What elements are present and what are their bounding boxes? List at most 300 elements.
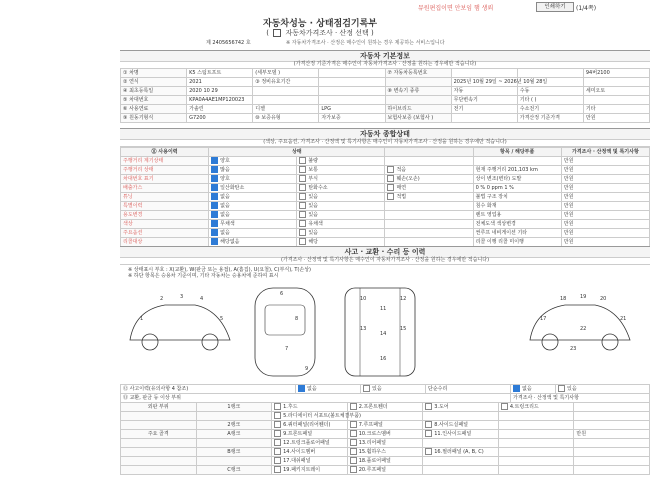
status-checkbox[interactable] <box>299 220 306 227</box>
basic-cell: ③ 정비유효기간 <box>253 78 319 87</box>
parts-cell <box>423 457 499 466</box>
basic-cell: 94버2100 <box>583 69 649 78</box>
parts-cell <box>121 466 197 475</box>
basic-cell: ⑧ 변속기 종류 <box>385 87 451 96</box>
status-checkbox[interactable] <box>211 238 218 245</box>
parts-checkbox[interactable] <box>350 439 357 446</box>
status-cell-text: 해당 <box>308 239 318 245</box>
parts-row <box>121 457 650 466</box>
parts-cell <box>347 448 423 457</box>
parts-cell <box>121 412 197 421</box>
basic-row <box>121 105 650 114</box>
parts-cell <box>423 439 499 448</box>
status-cell-text: 현재 주행거리 201,103 km <box>475 166 538 173</box>
status-cell <box>473 220 561 229</box>
status-cell <box>209 229 297 238</box>
status-header-cell: 상태 <box>209 148 385 157</box>
status-row <box>121 220 650 229</box>
parts-cell <box>423 448 499 457</box>
status-cell <box>473 211 561 220</box>
status-row <box>121 184 650 193</box>
parts-cell <box>574 412 650 421</box>
diagram-part-number: 14 <box>380 331 387 337</box>
status-checkbox[interactable] <box>211 166 218 173</box>
parts-checkbox[interactable] <box>350 448 357 455</box>
status-cell-text: 침수 화재 <box>475 202 497 209</box>
status-cell <box>297 166 385 175</box>
status-checkbox[interactable] <box>211 157 218 164</box>
parts-cell <box>196 412 272 421</box>
status-cell <box>121 229 209 238</box>
status-cell-text: 유채색 <box>308 221 323 227</box>
status-cell-text: 만원 <box>563 193 574 200</box>
parts-cell <box>121 403 197 412</box>
diagram-part-number: 1 <box>140 316 144 322</box>
basic-cell: 기타 ( ) <box>517 96 583 105</box>
parts-checkbox[interactable] <box>274 430 281 437</box>
status-checkbox[interactable] <box>299 184 306 191</box>
status-cell-text: 무채색 <box>220 221 235 227</box>
status-cell-text: 해당없음 <box>220 239 240 245</box>
parts-cell <box>196 430 272 439</box>
diagram-part-number: 23 <box>570 346 577 352</box>
parts-cell-text: 4.트렁크리드 <box>509 404 539 410</box>
status-checkbox[interactable] <box>211 202 218 209</box>
basic-cell: 2020 10 29 <box>187 87 253 96</box>
accident-none-checkbox[interactable] <box>298 385 305 392</box>
status-cell-text: 튜닝 <box>123 193 133 200</box>
status-cell <box>297 184 385 193</box>
basic-cell: 2021 <box>187 78 253 87</box>
status-cell <box>385 229 473 238</box>
parts-cell <box>196 448 272 457</box>
parts-cell <box>347 466 423 475</box>
status-cell <box>561 211 649 220</box>
parts-cell <box>498 466 574 475</box>
basic-cell: 보험사보증 (보험사 ) <box>385 114 451 123</box>
car-side-left <box>130 305 230 350</box>
basic-cell: KPA0A4AE1MP120023 <box>187 96 253 105</box>
status-checkbox[interactable] <box>211 211 218 218</box>
parts-cell <box>423 403 499 412</box>
status-cell-text: 양호 <box>220 176 230 182</box>
status-cell-text: 없음 <box>220 212 230 218</box>
status-cell <box>209 175 297 184</box>
simple-repair-label: 단순수리 <box>426 385 511 394</box>
parts-cell <box>347 457 423 466</box>
parts-row <box>121 466 650 475</box>
parts-header: ⑬ 교환, 판금 등 이상 부위 <box>121 394 511 403</box>
accident-yes-checkbox[interactable] <box>363 385 370 392</box>
basic-row <box>121 78 650 87</box>
parts-cell-text: 11.인사이드패널 <box>434 431 472 437</box>
basic-cell <box>319 78 385 87</box>
parts-cell <box>574 403 650 412</box>
status-cell-text: 적법 <box>396 194 407 200</box>
diagram-part-number: 18 <box>560 296 567 302</box>
basic-cell <box>385 78 451 87</box>
basic-cell: ⑩ 보증유형 <box>253 114 319 123</box>
parts-cell <box>498 439 574 448</box>
page-indicator: (1/4쪽) <box>576 5 597 12</box>
status-header-cell <box>385 148 473 157</box>
parts-cell-text: C랭크 <box>227 466 241 473</box>
parts-row <box>121 430 650 439</box>
status-cell <box>297 157 385 166</box>
basic-row <box>121 69 650 78</box>
parts-cell-text: 19.패키지트레이 <box>283 467 321 473</box>
parts-cell <box>423 466 499 475</box>
status-cell-text: 렌트 영업용 <box>475 211 502 218</box>
parts-row <box>121 412 650 421</box>
accident-none-label: 없음 <box>307 386 317 392</box>
status-checkbox[interactable] <box>299 166 306 173</box>
parts-cell-text: 만원 <box>576 430 587 437</box>
parts-checkbox[interactable] <box>274 421 281 428</box>
status-checkbox[interactable] <box>387 166 394 173</box>
parts-cell <box>196 403 272 412</box>
basic-cell: 기타 <box>583 105 649 114</box>
status-cell <box>561 175 649 184</box>
parts-cell <box>347 430 423 439</box>
basic-cell: 자가보증 <box>319 114 385 123</box>
parts-checkbox[interactable] <box>350 403 357 410</box>
basic-cell <box>451 69 517 78</box>
status-cell <box>561 184 649 193</box>
price-note: 가격조사 · 산정액 및 특기사항 <box>511 394 650 403</box>
status-checkbox[interactable] <box>211 184 218 191</box>
status-title: 자동차 종합상태 <box>120 128 650 140</box>
top-bar <box>0 0 640 12</box>
parts-cell <box>574 457 650 466</box>
parts-cell <box>498 448 574 457</box>
accident-yes-label: 있음 <box>372 386 382 392</box>
parts-cell-text: 16.필러패널 (A, B, C) <box>434 449 484 455</box>
diagram-part-number: 19 <box>580 294 587 300</box>
status-row <box>121 211 650 220</box>
parts-checkbox[interactable] <box>350 466 357 473</box>
parts-cell-text: 13.리어패널 <box>358 440 386 446</box>
status-cell <box>209 202 297 211</box>
subtitle-row: ( 자동차가격조사 · 산정 선택 ) <box>266 29 374 37</box>
subtitle-text: 자동차가격조사 · 산정 선택 <box>285 29 369 37</box>
accident-row <box>120 384 650 403</box>
status-cell <box>209 211 297 220</box>
parts-cell-text: 2.프론트휀더 <box>358 404 388 410</box>
basic-info-table <box>120 68 650 123</box>
status-checkbox[interactable] <box>211 220 218 227</box>
status-cell-text: 만원 <box>563 175 574 182</box>
diagram-part-number: 10 <box>360 296 367 302</box>
status-cell <box>297 193 385 202</box>
diagram-part-number: 21 <box>620 316 627 322</box>
basic-cell: 무단변속기 <box>451 96 517 105</box>
status-row <box>121 202 650 211</box>
status-cell-text: 전체도색 색상변경 <box>475 220 516 227</box>
repair-yes-checkbox[interactable] <box>558 385 565 392</box>
basic-cell <box>517 69 583 78</box>
status-cell-text: 일산화탄소 <box>220 185 245 191</box>
basic-cell: 2025년 10월 29일 ~ 2026년 10월 28일 <box>451 78 517 87</box>
status-cell-text: 양호 <box>220 158 230 164</box>
status-cell <box>561 220 649 229</box>
status-checkbox[interactable] <box>299 157 306 164</box>
status-cell-text: 있음 <box>308 212 318 218</box>
status-header-cell: 항목 / 해당부품 <box>473 148 561 157</box>
status-table <box>120 147 650 247</box>
parts-cell <box>272 430 348 439</box>
diagram-part-number: 3 <box>180 294 184 300</box>
parts-checkbox[interactable] <box>350 421 357 428</box>
status-cell-text: 없음 <box>220 203 230 209</box>
parts-cell-text: 1랭크 <box>227 403 241 410</box>
parts-cell-text: 9.프론트패널 <box>283 431 313 437</box>
status-cell-text: 상이 변조(변타) 도말 <box>475 175 522 182</box>
parts-cell <box>196 466 272 475</box>
parts-cell <box>196 421 272 430</box>
repair-none-checkbox[interactable] <box>513 385 520 392</box>
parts-cell-text: 8.사이드실패널 <box>434 422 469 428</box>
status-cell <box>121 193 209 202</box>
parts-cell-text: 7.루프패널 <box>358 422 383 428</box>
status-cell <box>561 202 649 211</box>
basic-cell: 수소전기 <box>517 105 583 114</box>
status-cell <box>473 202 561 211</box>
basic-cell: (세부모델 ) <box>253 69 319 78</box>
basic-cell <box>319 87 385 96</box>
parts-checkbox[interactable] <box>274 439 281 446</box>
basic-row <box>121 87 650 96</box>
status-row <box>121 229 650 238</box>
status-checkbox[interactable] <box>299 202 306 209</box>
status-row <box>121 166 650 175</box>
parts-checkbox[interactable] <box>274 457 281 464</box>
parts-checkbox[interactable] <box>425 403 432 410</box>
status-cell-text: 불법 구조 장치 <box>475 193 508 200</box>
diagram-part-number: 6 <box>280 291 284 297</box>
parts-cell-text: A랭크 <box>227 430 241 437</box>
parts-cell-text: 외판 부위 <box>147 403 169 410</box>
parts-cell <box>196 457 272 466</box>
status-cell <box>297 175 385 184</box>
parts-checkbox[interactable] <box>425 430 432 437</box>
accident-subtitle: (가격조사 · 산정액 및 특기사항은 매수인이 자동차가격조사 · 산정을 원하는 경우에만 적습니다) <box>120 256 650 265</box>
status-cell <box>473 157 561 166</box>
basic-info-subtitle: (가격산정 기준가격은 매수인이 자동차가격조사 · 산정을 원하는 경우에만 적습니다) <box>120 60 650 69</box>
status-cell <box>473 229 561 238</box>
status-cell-text: 주요옵션 <box>123 229 143 236</box>
status-cell <box>385 175 473 184</box>
parts-cell <box>272 466 348 475</box>
parts-row <box>121 421 650 430</box>
status-checkbox[interactable] <box>299 229 306 236</box>
parts-checkbox[interactable] <box>274 412 281 419</box>
status-cell <box>209 166 297 175</box>
status-cell-text: 특별이력 <box>123 202 143 209</box>
diagram-part-number: 9 <box>305 366 309 372</box>
status-cell-text: 있음 <box>308 230 318 236</box>
diagram-part-number: 12 <box>400 296 407 302</box>
parts-cell <box>121 439 197 448</box>
basic-cell: ② 연식 <box>121 78 187 87</box>
parts-cell <box>423 421 499 430</box>
parts-checkbox[interactable] <box>274 466 281 473</box>
basic-cell <box>319 96 385 105</box>
status-checkbox[interactable] <box>299 193 306 200</box>
status-row <box>121 157 650 166</box>
status-cell <box>473 175 561 184</box>
basic-cell: ⑥ 사용연료 <box>121 105 187 114</box>
status-cell-text: 보통 <box>308 167 318 173</box>
status-cell <box>385 193 473 202</box>
parts-cell-text: B랭크 <box>227 448 241 455</box>
parts-checkbox[interactable] <box>350 430 357 437</box>
car-diagram-area <box>120 280 650 380</box>
status-cell-text: 만원 <box>563 211 574 218</box>
status-cell-text: 많음 <box>220 167 230 173</box>
parts-cell <box>498 403 574 412</box>
parts-cell <box>498 412 574 421</box>
basic-cell: LPG <box>319 105 385 114</box>
status-cell-text: 없음 <box>220 194 230 200</box>
parts-cell <box>272 448 348 457</box>
parts-checkbox[interactable] <box>274 403 281 410</box>
diagram-part-number: 16 <box>380 356 387 362</box>
parts-cell <box>574 439 650 448</box>
parts-cell <box>272 421 348 430</box>
parts-cell-text: 20.루프패널 <box>358 467 386 473</box>
status-cell <box>473 193 561 202</box>
parts-checkbox[interactable] <box>425 448 432 455</box>
registration-number: 제 2405656742 호 <box>206 40 251 46</box>
parts-cell-text: 14.사이드멤버 <box>283 449 316 455</box>
status-cell-text: 있음 <box>308 203 318 209</box>
basic-cell: ⑤ 차대번호 <box>121 96 187 105</box>
parts-checkbox[interactable] <box>350 457 357 464</box>
diagram-part-number: 7 <box>285 346 289 352</box>
accident-row-label: ⑫ 사고이력(유의사항 4 참조) <box>121 385 296 394</box>
status-cell-text: 0 % 0 ppm 1 % <box>475 184 514 191</box>
repair-yes-label: 있음 <box>567 386 577 392</box>
status-checkbox[interactable] <box>211 229 218 236</box>
status-subtitle: (색상, 주요옵션, 가격조사 · 산정액 및 특기사항은 매수인이 자동차가격조사 · 산정을 원하는 경우에만 적습니다) <box>120 138 650 147</box>
status-checkbox[interactable] <box>299 238 306 245</box>
parts-row <box>121 439 650 448</box>
parts-cell <box>498 457 574 466</box>
parts-table <box>120 402 650 475</box>
basic-cell <box>253 87 319 96</box>
status-cell-text: 탄화수소 <box>308 185 328 191</box>
parts-checkbox[interactable] <box>274 448 281 455</box>
car-top-view <box>255 288 315 376</box>
diagram-part-number: 2 <box>160 296 164 302</box>
status-cell <box>561 229 649 238</box>
status-cell <box>561 193 649 202</box>
parts-row <box>121 448 650 457</box>
status-cell <box>297 202 385 211</box>
status-checkbox[interactable] <box>387 175 394 182</box>
parts-cell <box>121 457 197 466</box>
basic-cell <box>451 114 517 123</box>
print-button[interactable]: 인쇄하기 <box>536 2 574 12</box>
status-cell-text: 매연 <box>396 185 407 191</box>
status-cell <box>121 220 209 229</box>
status-row <box>121 193 650 202</box>
status-cell <box>209 193 297 202</box>
status-cell-text: 만원 <box>563 157 574 164</box>
status-cell <box>385 184 473 193</box>
status-checkbox[interactable] <box>387 193 394 200</box>
basic-cell <box>583 96 649 105</box>
diagram-part-number: 4 <box>200 296 204 302</box>
diagram-part-number: 22 <box>580 326 587 332</box>
status-checkbox[interactable] <box>211 175 218 182</box>
status-cell <box>297 220 385 229</box>
status-checkbox[interactable] <box>211 193 218 200</box>
parts-cell-text: 주요 골격 <box>147 430 169 437</box>
status-checkbox[interactable] <box>387 184 394 191</box>
status-cell <box>561 157 649 166</box>
parts-cell <box>196 439 272 448</box>
parts-cell <box>272 403 348 412</box>
basic-cell: 세미오토 <box>583 87 649 96</box>
price-survey-checkbox[interactable] <box>273 29 281 37</box>
diagram-part-number: 5 <box>220 316 224 322</box>
status-cell <box>473 184 561 193</box>
basic-cell: K5 스팀트프트 <box>187 69 253 78</box>
status-cell <box>473 166 561 175</box>
status-header-cell: ⑪ 사용이력 <box>121 148 209 157</box>
parts-checkbox[interactable] <box>425 421 432 428</box>
parts-cell-text: 3.도어 <box>434 404 449 410</box>
parts-cell <box>347 403 423 412</box>
status-header-row <box>121 148 650 157</box>
status-cell-text: 만원 <box>563 238 574 245</box>
parts-cell <box>574 430 650 439</box>
status-cell-text: 부식 <box>308 176 318 182</box>
basic-cell: ⑨ 원동기형식 <box>121 114 187 123</box>
diagram-part-number: 13 <box>360 326 367 332</box>
basic-cell: 디젤 <box>253 105 319 114</box>
basic-cell <box>319 69 385 78</box>
status-cell-text: 주행거리 상태 <box>123 166 154 173</box>
parts-cell-text: 18.플로어패널 <box>358 458 391 464</box>
parts-cell-text: 15.휠하우스 <box>358 449 386 455</box>
status-cell-text: 만원 <box>563 202 574 209</box>
status-cell <box>121 157 209 166</box>
status-cell <box>121 166 209 175</box>
status-cell-text: 만원 <box>563 220 574 227</box>
status-cell-text: 만원 <box>563 184 574 191</box>
status-cell-text: 훼손(오손) <box>396 176 420 182</box>
accident-legend: ※ 상태표시 부호 : X(교환), W(판금 또는 용접), A(흠집), U(요철), C(부식), T(손상) <box>128 267 311 273</box>
parts-cell <box>347 439 423 448</box>
repair-none-label: 없음 <box>522 386 532 392</box>
basic-cell: ① 차명 <box>121 69 187 78</box>
parts-checkbox[interactable] <box>501 403 508 410</box>
parts-cell <box>574 421 650 430</box>
status-checkbox[interactable] <box>299 211 306 218</box>
status-checkbox[interactable] <box>299 175 306 182</box>
basic-cell: 가솔린 <box>187 105 253 114</box>
status-cell-text: 적음 <box>396 167 407 173</box>
status-cell-text: 불량 <box>308 158 318 164</box>
accident-legend2: ※ 하단 항목은 승용차 기준이며, 기타 자동차는 승용차에 준하여 표시 <box>128 273 279 279</box>
status-cell <box>297 211 385 220</box>
parts-cell <box>423 412 499 421</box>
status-cell <box>209 220 297 229</box>
status-cell-text: 없음 <box>220 230 230 236</box>
